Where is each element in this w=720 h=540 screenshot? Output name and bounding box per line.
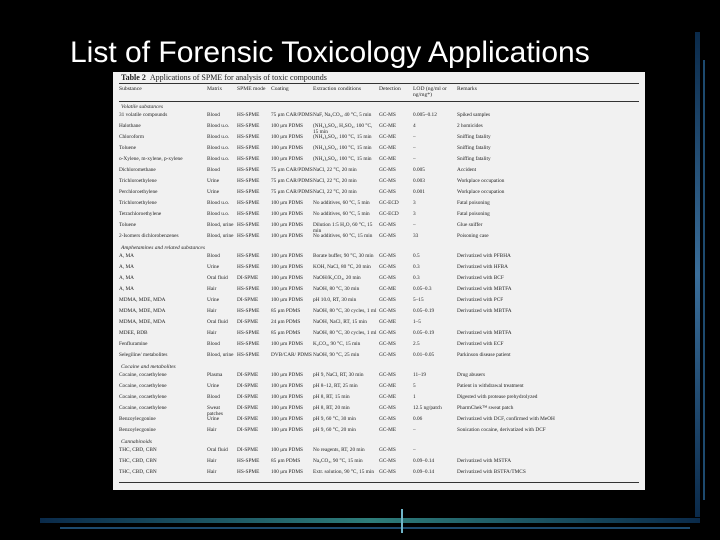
table-cell: GC-ECD <box>379 211 399 217</box>
table-cell: 100 μm PDMS <box>271 123 303 129</box>
table-cell: HS-SPME <box>237 167 260 173</box>
table-cell: HS-SPME <box>237 134 260 140</box>
table-cell: 85 μm PDMS <box>271 458 301 464</box>
table-cell: Blood, urine <box>207 352 234 358</box>
table-cell: Blood <box>207 253 220 259</box>
table-caption <box>121 73 327 82</box>
frame-bottom-bar <box>40 518 700 523</box>
table-cell: GC-MS <box>379 167 396 173</box>
table-cell: Hair <box>207 286 217 292</box>
table-cell: 0.06 <box>413 416 423 422</box>
table-cell: pH 8–12, RT, 25 min <box>313 383 358 389</box>
frame-bottom-line <box>60 527 690 529</box>
table-cell: pH 8, RT, 15 min <box>313 394 350 400</box>
table-cell: – <box>413 134 416 140</box>
table-cell: GC-MS <box>379 447 396 453</box>
table-cell: Drug abusers <box>457 372 486 378</box>
table-cell: GC-ME <box>379 123 397 129</box>
table-cell: 100 μm PDMS <box>271 264 303 270</box>
table-cell: THC, CBD, CBN <box>119 458 157 464</box>
table-cell: GC-MS <box>379 189 396 195</box>
table-cell: Hair <box>207 458 217 464</box>
table-cell: NaCl, 22 °C, 20 min <box>313 178 357 184</box>
table-cell: Trichloroethylene <box>119 178 157 184</box>
table-cell: HS-SPME <box>237 253 260 259</box>
table-cell: Hair <box>207 308 217 314</box>
table-cell: 100 μm PDMS <box>271 145 303 151</box>
table-cell: GC-MS <box>379 112 396 118</box>
table-cell: MDMA, MDE, MDA <box>119 319 166 325</box>
table-cell: HS-SPME <box>237 330 260 336</box>
table-cell: 0.3 <box>413 275 420 281</box>
table-cell: NaOH, 80 °C, 30 min <box>313 286 360 292</box>
column-header: Detection <box>379 86 401 92</box>
table-cell: GC-MS <box>379 222 396 228</box>
table-cell: Blood <box>207 112 220 118</box>
table-cell: Hair <box>207 469 217 475</box>
table-cell: Derivatized with HFBA <box>457 264 508 270</box>
table-cell: GC-MS <box>379 405 396 411</box>
table-cell: HS-SPME <box>237 200 260 206</box>
table-cell: Blood <box>207 167 220 173</box>
table-cell: GC-ME <box>379 319 397 325</box>
table-cell: (NH₄)₂SO₄, 100 °C, 15 min <box>313 156 372 162</box>
table-cell: Extr. solution, 90 °C, 15 min <box>313 469 374 475</box>
table-cell: Urine <box>207 178 220 184</box>
table-cell: GC-ME <box>379 145 397 151</box>
table-cell: Perchloroethylene <box>119 189 158 195</box>
table-rule <box>119 482 639 483</box>
table-cell: GC-MS <box>379 264 396 270</box>
table-cell: Chloroform <box>119 134 145 140</box>
section-heading: Cocaine and metabolites <box>121 364 176 370</box>
table-cell: Urine <box>207 416 220 422</box>
table-cell: HS-SPME <box>237 469 260 475</box>
table-cell: 0.005 <box>413 167 425 173</box>
table-cell: NaOH, 80 °C, 30 cycles, 1 ml <box>313 308 377 314</box>
table-cell: 100 μm PDMS <box>271 416 303 422</box>
table-cell: Parkinson disease patient <box>457 352 511 358</box>
table-cell: NaOH, NaCl, RT, 15 min <box>313 319 367 325</box>
table-cell: Urine <box>207 264 220 270</box>
table-cell: K₂CO₃, 90 °C, 15 min <box>313 341 361 347</box>
table-cell: Sonication cocaine, derivatized with DCF <box>457 427 546 433</box>
table-cell: 0.3 <box>413 264 420 270</box>
table-cell: 100 μm PDMS <box>271 275 303 281</box>
table-cell: GC-ME <box>379 134 397 140</box>
table-cell: Blood u.o. <box>207 200 230 206</box>
table-cell: 0.05–0.19 <box>413 330 435 336</box>
table-cell: HS-SPME <box>237 156 260 162</box>
table-cell: A, MA <box>119 264 135 270</box>
table-cell: 0.005–0.12 <box>413 112 437 118</box>
table-cell: Blood <box>207 341 220 347</box>
table-cell: HS-SPME <box>237 222 260 228</box>
table-cell: Plasma <box>207 372 223 378</box>
column-header: Extraction conditions <box>313 86 362 92</box>
table-cell: pH 10.0, RT, 30 min <box>313 297 357 303</box>
table-cell: HS-SPME <box>237 233 260 239</box>
table-cell: Cocaine, cocaethylene <box>119 405 167 411</box>
table-cell: GC-MS <box>379 233 396 239</box>
table-cell: Tetrachloroethylene <box>119 211 162 217</box>
table-cell: Derivatized with MBTFA <box>457 308 512 314</box>
table-rule <box>119 101 639 102</box>
toxicology-table <box>113 72 645 490</box>
table-cell: MDMA, MDE, MDA <box>119 308 166 314</box>
table-cell: Hair <box>207 330 217 336</box>
table-cell: Blood u.o. <box>207 145 230 151</box>
table-header-row <box>113 86 645 100</box>
table-row <box>113 427 645 441</box>
table-cell: 100 μm PDMS <box>271 200 303 206</box>
table-cell: 85 μm PDMS <box>271 308 301 314</box>
table-cell: – <box>413 222 416 228</box>
table-cell: Sweat patches <box>207 405 223 417</box>
table-cell: 4 <box>413 123 416 129</box>
table-cell: Accident <box>457 167 477 173</box>
table-cell: 33 <box>413 233 419 239</box>
table-cell: GC-ME <box>379 286 397 292</box>
table-cell: DVB/CAR/ PDMS <box>271 352 312 358</box>
table-cell: 24 μm PDMS <box>271 319 301 325</box>
table-cell: KOH, NaCl, 80 °C, 20 min <box>313 264 371 270</box>
table-rule <box>119 83 639 84</box>
table-cell: 100 μm PDMS <box>271 383 303 389</box>
table-cell: GC-MS <box>379 275 396 281</box>
table-row <box>113 469 645 483</box>
table-cell: 3 <box>413 200 416 206</box>
column-header: SPME mode <box>237 86 266 92</box>
table-cell: No additives, 60 °C, 15 min <box>313 233 373 239</box>
table-cell: Cocaine, cocaethylene <box>119 394 167 400</box>
table-cell: 2-Isomers dichlorobenzenes <box>119 233 179 239</box>
table-cell: THC, CBD, CBN <box>119 447 157 453</box>
table-cell: NaOH, 80 °C, 30 cycles, 1 ml <box>313 330 377 336</box>
table-cell: 100 μm PDMS <box>271 156 303 162</box>
table-cell: 100 μm PDMS <box>271 222 303 228</box>
table-cell: 31 volatile compounds <box>119 112 168 118</box>
table-cell: Derivatized with MBTFA <box>457 330 512 336</box>
table-cell: 100 μm PDMS <box>271 372 303 378</box>
table-cell: Halothane <box>119 123 141 129</box>
table-cell: HS-SPME <box>237 112 260 118</box>
table-cell: Hair <box>207 427 217 433</box>
table-cell: HS-SPME <box>237 123 260 129</box>
table-cell: Blood, urine <box>207 222 234 228</box>
table-cell: GC-MS <box>379 341 396 347</box>
table-cell: A, MA <box>119 286 135 292</box>
table-cell: 100 μm PDMS <box>271 134 303 140</box>
table-cell: Selegiline/ metabolites <box>119 352 168 358</box>
table-cell: Borate buffer, 90 °C, 30 min <box>313 253 374 259</box>
table-cell: Derivatized with PFBHA <box>457 253 511 259</box>
table-cell: – <box>413 447 416 453</box>
table-cell: DI-SPME <box>237 416 259 422</box>
table-cell: Na₂CO₃, 90 °C, 15 min <box>313 458 363 464</box>
table-cell: Blood u.o. <box>207 156 230 162</box>
table-cell: 1 <box>413 394 416 400</box>
table-cell: Oral fluid <box>207 447 228 453</box>
column-header: LOD (ng/ml or ng/mg*) <box>413 86 447 98</box>
table-cell: 0.09–0.14 <box>413 458 435 464</box>
table-cell: Blood u.o. <box>207 123 230 129</box>
table-cell: 2.5 <box>413 341 420 347</box>
table-cell: GC-ME <box>379 156 397 162</box>
table-cell: 0.05–0.19 <box>413 308 435 314</box>
table-caption-text: Applications of SPME for analysis of toxic compounds <box>149 73 327 82</box>
table-cell: Digested with protease prehydrolyzed <box>457 394 538 400</box>
table-cell: HS-SPME <box>237 189 260 195</box>
table-cell: Dilution 1:5 H₂O, 60 °C, 15 min <box>313 222 373 234</box>
table-cell: GC-MS <box>379 308 396 314</box>
table-cell: 75 μm CAR/PDMS <box>271 112 313 118</box>
table-cell: Poisoning case <box>457 233 489 239</box>
table-cell: DI-SPME <box>237 447 259 453</box>
table-cell: GC-MS <box>379 372 396 378</box>
table-cell: GC-MS <box>379 458 396 464</box>
table-cell: Fatal poisoning <box>457 200 490 206</box>
table-cell: (NH₄)₂SO₄, H₂SO₄, 100 °C, 15 min <box>313 123 373 135</box>
table-cell: Derivatized with MSTFA <box>457 458 512 464</box>
table-cell: Glue sniffer <box>457 222 483 228</box>
table-cell: NaOH, 90 °C, 25 min <box>313 352 360 358</box>
table-cell: GC-MS <box>379 178 396 184</box>
table-cell: 85 μm PDMS <box>271 330 301 336</box>
table-cell: 0.5 <box>413 253 420 259</box>
table-cell: GC-MS <box>379 469 396 475</box>
table-cell: 100 μm PDMS <box>271 341 303 347</box>
table-cell: Toluene <box>119 222 136 228</box>
section-heading: Amphetamines and related substances <box>121 245 205 251</box>
table-cell: Blood u.o. <box>207 211 230 217</box>
table-cell: A, MA <box>119 275 135 281</box>
table-cell: 100 μm PDMS <box>271 211 303 217</box>
table-cell: 5–15 <box>413 297 424 303</box>
table-cell: A, MA <box>119 253 135 259</box>
table-cell: 11–19 <box>413 372 427 378</box>
table-cell: – <box>413 156 416 162</box>
table-cell: HS-SPME <box>237 178 260 184</box>
table-cell: 75 μm CAR/PDMS <box>271 178 313 184</box>
table-cell: – <box>413 427 416 433</box>
table-cell: 5 <box>413 383 416 389</box>
table-cell: 100 μm PDMS <box>271 394 303 400</box>
table-cell: 0.05–0.3 <box>413 286 432 292</box>
table-cell: Oral fluid <box>207 319 228 325</box>
table-cell: GC-ME <box>379 394 397 400</box>
table-cell: No reagents, RT, 20 min <box>313 447 365 453</box>
table-cell: No additives, 60 °C, 5 min <box>313 211 370 217</box>
table-cell: MDMA, MDE, MDA <box>119 297 166 303</box>
table-cell: 100 μm PDMS <box>271 253 303 259</box>
table-cell: DI-SPME <box>237 383 259 389</box>
table-cell: Derivatized with DCF, confirmed with MeOH <box>457 416 555 422</box>
table-cell: GC-ME <box>379 427 397 433</box>
table-cell: Fatal poisoning <box>457 211 490 217</box>
table-cell: Workplace occupation <box>457 178 505 184</box>
table-cell: HS-SPME <box>237 211 260 217</box>
table-cell: Urine <box>207 189 220 195</box>
table-cell: No additives, 60 °C, 5 min <box>313 200 370 206</box>
table-cell: Cocaine, cocaethylene <box>119 372 167 378</box>
table-cell: NaCl, 22 °C, 20 min <box>313 167 357 173</box>
table-cell: MDEE, BDB <box>119 330 148 336</box>
table-cell: Sniffing fatality <box>457 156 491 162</box>
table-cell: 3 <box>413 211 416 217</box>
table-cell: Derivatized with ECF <box>457 341 504 347</box>
table-cell: Workplace occupation <box>457 189 505 195</box>
table-cell: GC-ECD <box>379 200 399 206</box>
column-header: Substance <box>119 86 142 92</box>
table-cell: Trichloroethylene <box>119 200 157 206</box>
table-cell: Derivatized with PCF <box>457 297 504 303</box>
table-cell: Benzoylecgonine <box>119 416 156 422</box>
table-cell: GC-MS <box>379 352 396 358</box>
table-cell: (NH₄)₂SO₄, 100 °C, 15 min <box>313 134 372 140</box>
table-cell: 100 μm PDMS <box>271 233 303 239</box>
table-cell: HS-SPME <box>237 264 260 270</box>
table-cell: DI-SPME <box>237 275 259 281</box>
table-cell: DI-SPME <box>237 297 259 303</box>
table-cell: pH 9, NaCl, RT, 30 min <box>313 372 364 378</box>
table-cell: 100 μm PDMS <box>271 297 303 303</box>
table-cell: pH 8, RT, 20 min <box>313 405 350 411</box>
table-cell: 75 μm CAR/PDMS <box>271 167 313 173</box>
table-cell: (NH₄)₂SO₄, 100 °C, 15 min <box>313 145 372 151</box>
column-header: Coating <box>271 86 289 92</box>
table-cell: DI-SPME <box>237 427 259 433</box>
table-cell: 100 μm PDMS <box>271 286 303 292</box>
table-cell: Fenfluramine <box>119 341 148 347</box>
table-cell: GC-MS <box>379 330 396 336</box>
table-cell: Blood u.o. <box>207 134 230 140</box>
table-cell: DI-SPME <box>237 319 259 325</box>
table-cell: Derivatized with BSTFA/TMCS <box>457 469 526 475</box>
table-cell: 100 μm PDMS <box>271 405 303 411</box>
table-cell: GC-MS <box>379 416 396 422</box>
frame-right-bar <box>695 32 700 517</box>
table-cell: – <box>413 145 416 151</box>
table-cell: Blood, urine <box>207 233 234 239</box>
table-cell: HS-SPME <box>237 286 260 292</box>
table-cell: 12.5 ng/patch <box>413 405 442 411</box>
table-cell: Sniffing fatality <box>457 134 491 140</box>
table-cell: o-Xylene, m-xylene, p-xylene <box>119 156 183 162</box>
table-cell: Sniffing fatality <box>457 145 491 151</box>
table-cell: HS-SPME <box>237 145 260 151</box>
table-cell: Toluene <box>119 145 136 151</box>
column-header: Matrix <box>207 86 223 92</box>
table-cell: pH 9, 60 °C, 20 min <box>313 427 356 433</box>
table-cell: NaCl, 22 °C, 20 min <box>313 189 357 195</box>
table-cell: Urine <box>207 383 220 389</box>
slide-title: List of Forensic Toxicology Applications <box>70 36 590 69</box>
table-row <box>113 352 645 366</box>
frame-right-line <box>703 60 705 500</box>
table-cell: HS-SPME <box>237 458 260 464</box>
table-cell: NaF, Na₂CO₃, 40 °C, 5 min <box>313 112 372 118</box>
table-cell: Derivatized with BCF <box>457 275 504 281</box>
table-cell: 100 μm PDMS <box>271 427 303 433</box>
table-cell: Derivatized with MBTFA <box>457 286 512 292</box>
table-cell: 0.01–0.05 <box>413 352 435 358</box>
table-cell: 0.003 <box>413 178 425 184</box>
table-cell: THC, CBD, CBN <box>119 469 157 475</box>
table-cell: 100 μm PDMS <box>271 447 303 453</box>
table-cell: Spiked samples <box>457 112 491 118</box>
table-cell: NaOH/K₂CO₃, 20 min <box>313 275 361 281</box>
table-cell: HS-SPME <box>237 341 260 347</box>
table-cell: 0.09–0.14 <box>413 469 435 475</box>
table-cell: HS-SPME <box>237 352 260 358</box>
table-cell: GC-MS <box>379 253 396 259</box>
table-cell: 2 homicides <box>457 123 483 129</box>
table-cell: Dichloromethane <box>119 167 156 173</box>
table-cell: PharmChek™ sweat patch <box>457 405 514 411</box>
table-cell: HS-SPME <box>237 308 260 314</box>
section-heading: Cannabinoids <box>121 439 152 445</box>
table-cell: Patient in withdrawal treatment <box>457 383 524 389</box>
table-cell: GC-ME <box>379 383 397 389</box>
table-cell: 100 μm PDMS <box>271 469 303 475</box>
table-cell: Oral fluid <box>207 275 228 281</box>
table-caption-label: Table 2 <box>121 73 146 82</box>
table-cell: Cocaine, cocaethylene <box>119 383 167 389</box>
table-cell: Blood <box>207 394 220 400</box>
table-cell: DI-SPME <box>237 405 259 411</box>
frame-tick <box>401 509 403 533</box>
table-cell: 0.001 <box>413 189 425 195</box>
table-cell: 1–5 <box>413 319 421 325</box>
table-cell: GC-MS <box>379 297 396 303</box>
table-cell: DI-SPME <box>237 394 259 400</box>
table-cell: 75 μm CAR/PDMS <box>271 189 313 195</box>
table-cell: Urine <box>207 297 220 303</box>
column-header: Remarks <box>457 86 477 92</box>
table-cell: pH 9, 60 °C, 30 min <box>313 416 356 422</box>
section-heading: Volatile substances <box>121 104 164 110</box>
table-cell: DI-SPME <box>237 372 259 378</box>
table-cell: Benzoylecgonine <box>119 427 156 433</box>
